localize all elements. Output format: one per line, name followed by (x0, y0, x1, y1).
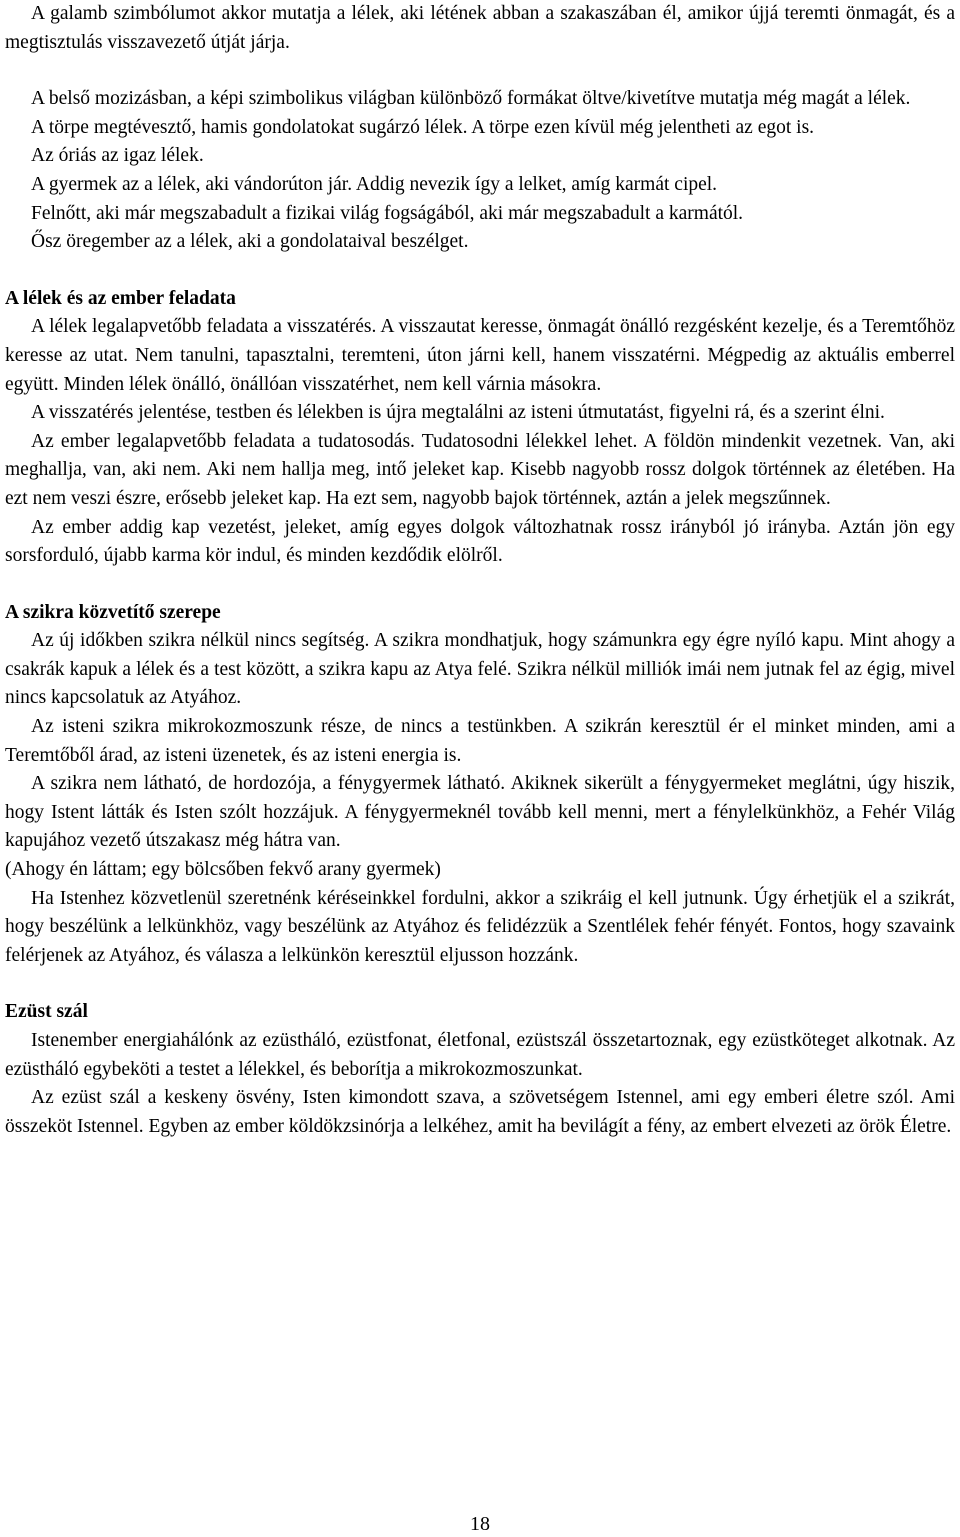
soul-task-paragraph-2: A visszatérés jelentése, testben és lélekben is újra megtalálni az isteni útmutatást, figyelni rá, és a szerint élni. (31, 402, 885, 424)
intro-paragraph-dove: A galamb szimbólumot akkor mutatja a lélek, aki létének abban a szakaszában él, amikor újjá teremti önmagát, és a megtisztulás visszavezető útját járja. (5, 3, 955, 53)
section-heading-spark: A szikra közvetítő szerepe (5, 601, 221, 623)
soul-task-paragraph-3: Az ember legalapvetőbb feladata a tudatosodás. Tudatosodni lélekkel lehet. A földön mindenkit vezetnek. Van, aki meghallja, van, aki nem. Aki nem hallja meg, intő jeleket kap. Kisebb nagyobb rossz dolgok történnek az életében. Ha ezt nem veszi észre, erősebb jeleket kap. Ha ezt sem, nagyobb bajok történnek, aztán a jelek megszűnnek. (5, 430, 955, 509)
intro-paragraph-inner-cinema: A belső mozizásban, a képi szimbolikus világban különböző formákat öltve/kivetítve mutatja még magát a lélek. (31, 88, 911, 110)
intro-paragraph-dwarf: A törpe megtévesztő, hamis gondolatokat sugárzó lélek. A törpe ezen kívül még jelentheti az egot is. (31, 116, 815, 138)
spark-paragraph-5: Ha Istenhez közvetlenül szeretnénk kéréseinkkel fordulni, akkor a szikráig el kell jutnunk. Úgy érhetjük el a szikrát, hogy beszélünk a lelkünkhöz, vagy beszélünk az Atyához és felidézzük a Szentlélek fehér fényét. Fontos, hogy szavaink felérjenek az Atyához, és válasza a lelkünkön keresztül eljusson hozzánk. (5, 887, 955, 966)
silver-thread-paragraph-1: Istenember energiahálónk az ezüstháló, ezüstfonat, életfonal, ezüstszál összetartoznak, egy ezüstköteget alkotnak. Az ezüstháló egybeköti a testet a lélekkel, és beborítja a mikrokozmoszunkat. (5, 1030, 955, 1080)
document-page (5, 0, 955, 1141)
intro-paragraph-child: A gyermek az a lélek, aki vándorúton jár. Addig nevezik így a lelket, amíg karmát cipel. (31, 173, 718, 195)
intro-paragraph-giant: Az óriás az igaz lélek. (31, 145, 204, 167)
spacer (5, 970, 955, 998)
spacer (5, 571, 955, 599)
intro-paragraph-adult: Felnőtt, aki már megszabadult a fizikai világ fogságából, aki már megszabadult a karmától. (31, 202, 744, 224)
soul-task-paragraph-1: A lélek legalapvetőbb feladata a visszatérés. A visszautat keresse, önmagát önálló rezgésként kezelje, és a Teremtőhöz keresse az utat. Nem tanulni, tapasztalni, teremteni, úton járni kell, hanem visszatérni. Mégpedig az aktuális emberrel együtt. Minden lélek önálló, önállóan visszatérhet, nem kell várnia másokra. (5, 316, 955, 395)
intro-paragraph-old-man: Ősz öregember az a lélek, aki a gondolataival beszélget. (31, 231, 469, 253)
spark-paragraph-2: Az isteni szikra mikrokozmoszunk része, de nincs a testünkben. A szikrán keresztül ér el minket minden, ami a Teremtőből árad, az isteni üzenetek, és az isteni energia is. (5, 716, 955, 766)
page-number: 18 (470, 1513, 490, 1535)
section-heading-silver-thread: Ezüst szál (5, 1001, 88, 1023)
spacer (5, 257, 955, 285)
silver-thread-paragraph-2: Az ezüst szál a keskeny ösvény, Isten kimondott szava, a szövetségem Istennel, ami egy emberi életre szól. Ami összeköt Istennel. Egyben az ember köldökzsinórja a lelkéhez, amit ha bevilágít a fény, az embert elvezeti az örök Életre. (5, 1087, 955, 1137)
section-heading-soul-task: A lélek és az ember feladata (5, 287, 236, 309)
soul-task-paragraph-4: Az ember addig kap vezetést, jeleket, amíg egyes dolgok változhatnak rossz irányból jó irányba. Aztán jön egy sorsforduló, újabb karma kör indul, és minden kezdődik elölről. (5, 516, 955, 567)
spacer (5, 57, 955, 85)
spark-paragraph-4: (Ahogy én láttam; egy bölcsőben fekvő arany gyermek) (5, 859, 441, 881)
spark-paragraph-1: Az új időkben szikra nélkül nincs segítség. A szikra mondhatjuk, hogy számunkra egy égre nyíló kapu. Mint ahogy a csakrák kapuk a lélek és a test között, a szikra kapu az Atya felé. Szikra nélkül milliók imái nem jutnak fel az égig, mivel nincs kapcsolatuk az Atyához. (5, 630, 955, 709)
spark-paragraph-3: A szikra nem látható, de hordozója, a fénygyermek látható. Akiknek sikerült a fénygyermeket meglátni, úgy hiszik, hogy Istent látták és Isten szólt hozzájuk. A fénygyermeknél tovább kell menni, mert a fénylelkünkhöz, a Fehér Világ kapujához vezető útszakasz még hátra van. (5, 773, 955, 852)
